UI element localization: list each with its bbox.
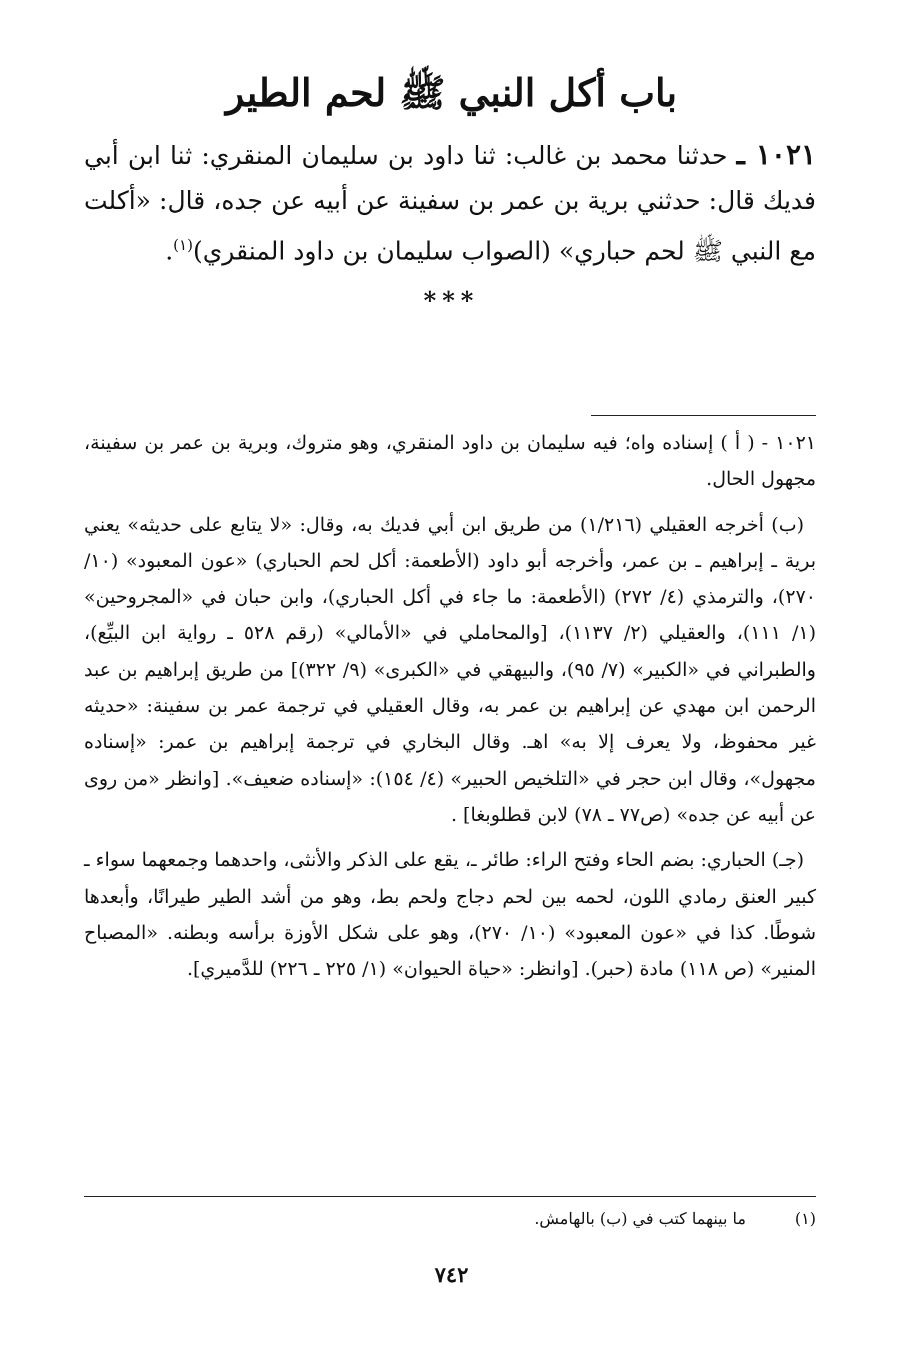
chapter-title: باب أكل النبي ﷺ لحم الطير <box>225 70 678 115</box>
hadith-body: حدثنا محمد بن غالب: ثنا داود بن سليمان المنقري: ثنا ابن أبي فديك قال: حدثني برية بن عمر بن سفينة عن أبيه عن جده، قال: «أكلت مع النبي ﷺ لحم حباري» (الصواب سليمان بن داود المنقري) <box>84 141 816 266</box>
footnote-divider <box>84 1196 816 1197</box>
footnote-ref: (١) <box>173 236 193 254</box>
note-b: (ب) أخرجه العقيلي (١/٢١٦) من طريق ابن أبي فديك به، وقال: «لا يتابع على حديثه» يعني برية ـ إبراهيم ـ بن عمر، وأخرجه أبو داود (الأطعمة: أكل لحم الحباري) «عون المعبود» (١٠/ ٢٧٠)، والترمذي (٤/ ٢٧٢) (الأطعمة: ما جاء في أكل الحباري)، وابن حبان في «المجروحين» (١/ ١١١)، والعقيلي (٢/ ١١٣٧)، [والمحاملي في «الأمالي» (رقم ٥٢٨ ـ رواية ابن البيِّع)، والطبراني في «الكبير» (٧/ ٩٥)، والبيهقي في «الكبرى» (٩/ ٣٢٢)] من طريق إبراهيم بن عبد الرحمن ابن مهدي عن إبراهيم بن عمر به، وقال العقيلي في ترجمة عمر بن سفينة: «حديثه غير محفوظ، ولا يعرف إلا به» اهـ. وقال البخاري في ترجمة إبراهيم بن عمر: «إسناده مجهول»، وقال ابن حجر في «التلخيص الحبير» (٤/ ١٥٤): «إسناده ضعيف». [وانظر «من روى عن أبيه عن جده» (ص٧٧ ـ ٧٨) لابن قطلوبغا] . <box>84 513 816 826</box>
note-c: (جـ) الحباري: بضم الحاء وفتح الراء: طائر ـ، يقع على الذكر والأنثى، واحدهما وجمعهما سواء ـ كبير العنق رمادي اللون، لحمه بين لحم دجاج ولحم بط، وهو من أشد الطير طيرانًا، وأبعدها شوطًا. كذا في «عون المعبود» (١٠/ ٢٧٠)، وهو على شكل الأوزة برأسه وبطنه. «المصباح المنير» (ص ١١٨) مادة (حبر). [وانظر: «حياة الحيوان» (١/ ٢٢٥ ـ ٢٢٦) للدَّميري]. <box>84 849 816 981</box>
notes-divider <box>591 415 816 416</box>
footnote-number: (١) <box>794 1209 816 1228</box>
hadith-number: ١٠٢١ ـ <box>736 138 817 171</box>
footnote <box>84 1206 816 1232</box>
hadith-text <box>84 132 816 273</box>
commentary-notes <box>84 425 816 996</box>
section-separator: *** <box>423 286 480 315</box>
page-number: ٧٤٢ <box>434 1262 469 1287</box>
note-a: ١٠٢١ - ( أ ) إسناده واه؛ فيه سليمان بن داود المنقري، وهو متروك، وبرية بن عمر بن سفينة، مجهول الحال. <box>84 432 816 491</box>
footnote-text: ما بينهما كتب في (ب) بالهامش. <box>534 1209 746 1228</box>
hadith-end: . <box>165 236 174 266</box>
